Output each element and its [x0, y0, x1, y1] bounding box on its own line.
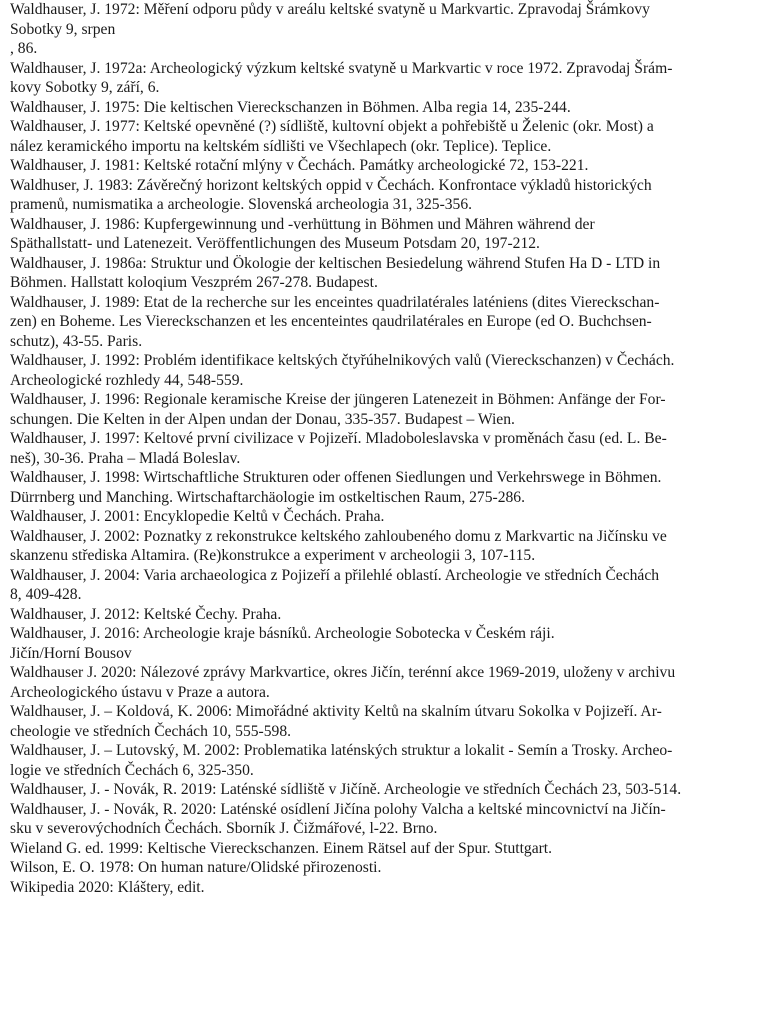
reference-entry [10, 176, 682, 215]
reference-line: pramenů, numismatika a archeologie. Slovenská archeologia 31, 325-356. [10, 196, 473, 213]
reference-entry [10, 59, 682, 98]
reference-line: Waldhauser, J. 2002: Poznatky z rekonstrukce keltského zahloubeného domu z Markvartic na Jičínsku ve [10, 527, 667, 545]
reference-line: logie ve středních Čechách 6, 325-350. [10, 761, 254, 779]
reference-line: Böhmen. Hallstatt koloqium Veszprém 267-278. Budapest. [10, 274, 378, 291]
reference-entry [10, 527, 682, 566]
reference-entry [10, 390, 682, 429]
reference-line: Späthallstatt- und Latenezeit. Veröffentlichungen des Museum Potsdam 20, 197-212. [10, 235, 540, 252]
reference-line: schungen. Die Kelten in der Alpen undan der Donau, 335-357. Budapest – Wien. [10, 410, 515, 428]
reference-line: Waldhauser, J. 1998: Wirtschaftliche Strukturen oder offenen Siedlungen und Verkehrswege in Böhmen. [10, 469, 662, 486]
reference-line: Archeologické rozhledy 44, 548-559. [10, 371, 244, 389]
reference-line: Waldhauser, J. 1992: Problém identifikace keltských čtyřúhelnikových valů (Viereckschanzen) v Čechách. [10, 352, 675, 369]
reference-entry [10, 98, 682, 118]
bibliography-page [10, 0, 682, 897]
reference-line: Waldhauser, J. 1975: Die keltischen Viereckschanzen in Böhmen. Alba regia 14, 235-244. [10, 98, 571, 116]
reference-line: Waldhauser, J. – Koldová, K. 2006: Mimořádné aktivity Keltů na skalním útvaru Sokolka v Pojizeří. Ar- [10, 703, 662, 720]
reference-entry [10, 663, 682, 702]
reference-entry [10, 254, 682, 293]
reference-line: Dürrnberg und Manching. Wirtschaftarchäologie im ostkeltischen Raum, 275-286. [10, 488, 526, 506]
reference-line: Archeologického ústavu v Praze a autora. [10, 683, 270, 701]
reference-line: nález keramického importu na keltském sídlišti ve Všechlapech (okr. Teplice). Teplice. [10, 137, 552, 155]
reference-line: Waldhauser, J. 2001: Encyklopedie Keltů v Čechách. Praha. [10, 508, 385, 525]
reference-line: sku v severovýchodních Čechách. Sborník J. Čižmářové, l-22. Brno. [10, 820, 438, 837]
reference-line: Waldhauser, J. 1986: Kupfergewinnung und -verhüttung in Böhmen und Mähren während der [10, 215, 595, 233]
reference-line: 8, 409-428. [10, 586, 82, 603]
reference-entry [10, 800, 682, 839]
reference-line: Waldhauser, J. 1989: Etat de la recherche sur les enceintes quadrilatérales laténiens (dites Viereckschan- [10, 293, 660, 311]
reference-line: Waldhauser, J. 1996: Regionale keramische Kreise der jüngeren Latenezeit in Böhmen: Anfänge der For- [10, 391, 666, 408]
reference-line: neš), 30-36. Praha – Mladá Boleslav. [10, 449, 241, 467]
reference-entry [10, 351, 682, 390]
reference-entry [10, 878, 682, 898]
reference-line: Wieland G. ed. 1999: Keltische Viereckschanzen. Einem Rätsel auf der Spur. Stuttgart. [10, 839, 553, 857]
reference-line: Jičín/Horní Bousov [10, 644, 132, 662]
reference-line: Waldhauser, J. 1986a: Struktur und Ökologie der keltischen Besiedelung während Stufen Ha D - LTD in [10, 254, 661, 272]
reference-line: Waldhauser, J. 2004: Varia archaeologica z Pojizeří a přilehlé oblastí. Archeologie ve středních Čechách [10, 566, 660, 584]
reference-line: zen) en Boheme. Les Viereckschanzen et les encenteintes qaudrilatérales en Europe (ed O. Buchchsen- [10, 313, 652, 330]
reference-entry [10, 117, 682, 156]
reference-line: Waldhauser, J. 1977: Keltské opevněné (?) sídliště, kultovní objekt a pohřebiště u Želenic (okr. Most) a [10, 118, 654, 135]
reference-entry [10, 156, 682, 176]
reference-line: Waldhauser J. 2020: Nálezové zprávy Markvartice, okres Jičín, terénní akce 1969-2019, uloženy v archivu [10, 664, 676, 681]
reference-line: Sobotky 9, srpen [10, 20, 116, 38]
reference-line: schutz), 43-55. Paris. [10, 332, 143, 350]
reference-entry [10, 780, 682, 800]
reference-line: Waldhuser, J. 1983: Závěrečný horizont keltských oppid v Čechách. Konfrontace výkladů historických [10, 176, 652, 194]
reference-entry [10, 702, 682, 741]
reference-entry [10, 293, 682, 352]
reference-entry [10, 468, 682, 507]
reference-entry [10, 215, 682, 254]
reference-entry [10, 624, 682, 663]
reference-line: cheologie ve středních Čechách 10, 555-598. [10, 722, 292, 740]
reference-line: Waldhauser, J. 1997: Keltové první civilizace v Pojizeří. Mladoboleslavska v proměnách času (ed. L. Be- [10, 430, 667, 447]
reference-line: Waldhauser, J. 1972a: Archeologický výzkum keltské svatyně u Markvartic v roce 1972. Zpravodaj Šrám- [10, 59, 673, 77]
reference-line: Waldhauser, J. - Novák, R. 2020: Laténské osídlení Jičína polohy Valcha a keltské mincovnictví na Jičín- [10, 800, 666, 818]
reference-line: skanzenu střediska Altamira. (Re)konstrukce a experiment v archeologii 3, 107-115. [10, 547, 536, 564]
reference-line: Waldhauser, J. - Novák, R. 2019: Laténské sídliště v Jičíně. Archeologie ve středních Čechách 23, 503-514. [10, 781, 682, 798]
reference-line: Wilson, E. O. 1978: On human nature/Olidské přirozenosti. [10, 859, 382, 876]
reference-entry [10, 839, 682, 859]
reference-line: Wikipedia 2020: Kláštery, edit. [10, 878, 205, 896]
reference-line: Waldhauser, J. – Lutovský, M. 2002: Problematika laténských struktur a lokalit - Semín a Trosky. Archeo- [10, 742, 673, 759]
reference-entry [10, 858, 682, 878]
reference-entry [10, 0, 682, 59]
reference-line: Waldhauser, J. 2012: Keltské Čechy. Praha. [10, 605, 282, 623]
reference-entry [10, 429, 682, 468]
reference-entry [10, 566, 682, 605]
reference-entry [10, 741, 682, 780]
reference-line: kovy Sobotky 9, září, 6. [10, 79, 160, 96]
reference-line: Waldhauser, J. 1981: Keltské rotační mlýny v Čechách. Památky archeologické 72, 153-221. [10, 157, 589, 174]
reference-entry [10, 605, 682, 625]
reference-line: Waldhauser, J. 2016: Archeologie kraje básníků. Archeologie Sobotecka v Českém ráji. [10, 625, 555, 642]
reference-line: Waldhauser, J. 1972: Měření odporu půdy v areálu keltské svatyně u Markvartic. Zpravodaj Šrámkovy [10, 1, 650, 18]
reference-entry [10, 507, 682, 527]
reference-line: , 86. [10, 40, 38, 57]
